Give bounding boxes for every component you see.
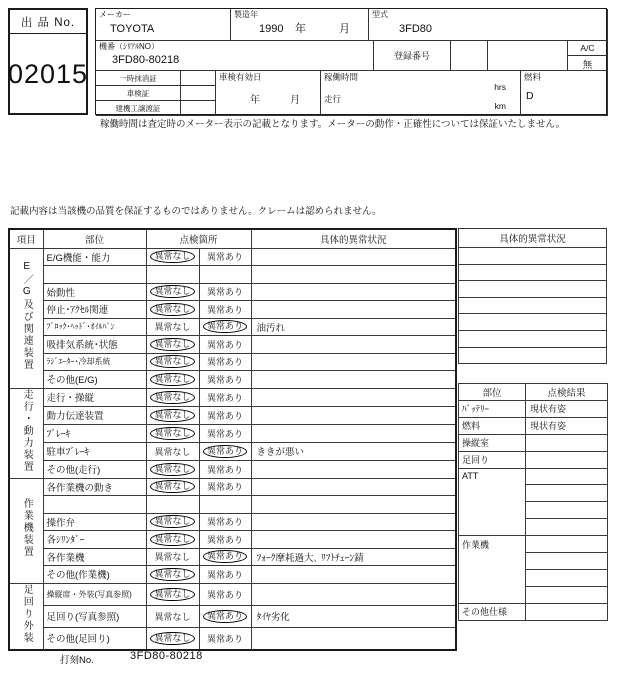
- status-ng-circled: 異常あり: [203, 610, 247, 623]
- doc-label-transfer-cert: 建機工譲渡証: [96, 101, 181, 116]
- inspection-row: [9, 478, 456, 496]
- status-ok-circled: 異常なし: [150, 338, 194, 351]
- inspection-row: [9, 583, 456, 605]
- group-label: 足回り外装: [21, 583, 33, 644]
- doc-row: [96, 101, 216, 116]
- check-ng-cell: [199, 496, 251, 514]
- right-detail-header: 具体的異常状況: [459, 229, 607, 248]
- blank-detail-cell: [459, 314, 607, 331]
- part-name: [43, 496, 146, 514]
- inspection-row: [9, 605, 456, 627]
- result-value: 現状有姿: [526, 401, 608, 418]
- check-ng-cell: [199, 283, 251, 301]
- serial-label: 機番（ｼﾘｱﾙNO）: [99, 42, 159, 51]
- inspection-result-table: [458, 383, 608, 621]
- status-ng: 異常あり: [207, 287, 244, 298]
- group-label-cell: [9, 248, 43, 388]
- part-name: E/G機能・能力: [43, 248, 146, 266]
- detail-text: ﾌｫｰｸ摩耗過大､ ﾘﾌﾄﾁｪｰﾝ錆: [251, 548, 456, 566]
- col-header-check: 点検箇所: [146, 229, 251, 248]
- part-name: その他(E/G): [43, 371, 146, 389]
- detail-text: [251, 371, 456, 389]
- check-ng-cell: [199, 248, 251, 266]
- blank-detail-row: [459, 314, 607, 331]
- detail-text: [251, 388, 456, 406]
- group-label-cell: [9, 478, 43, 583]
- right-result-wrap: [458, 383, 608, 621]
- status-ng: 異常あり: [207, 534, 244, 545]
- result-part: ATT: [459, 468, 526, 536]
- result-row: [459, 401, 608, 418]
- detail-text: [251, 583, 456, 605]
- fuel-label: 燃料: [524, 72, 542, 82]
- status-ok-circled: 異常なし: [150, 463, 194, 476]
- status-ok-circled: 異常なし: [150, 409, 194, 422]
- documents-cell: [96, 71, 216, 116]
- blank-detail-row: [459, 248, 607, 265]
- status-ok: 異常なし: [154, 322, 191, 333]
- detail-text: [251, 496, 456, 514]
- check-ng-cell: [199, 301, 251, 319]
- result-value: [526, 553, 608, 570]
- empty-cell-1: [451, 41, 488, 71]
- check-ok-cell: [146, 353, 199, 371]
- check-ok-cell: [146, 388, 199, 406]
- detail-text: [251, 531, 456, 549]
- result-value: [526, 485, 608, 502]
- shaken-month-unit: 月: [290, 95, 300, 106]
- hours-label: 稼働時間: [324, 72, 359, 82]
- detail-text: [251, 336, 456, 354]
- check-ng-cell: [199, 388, 251, 406]
- check-ng-cell: [199, 605, 251, 627]
- result-part: その他仕様: [459, 603, 526, 620]
- serial-cell: [96, 41, 374, 71]
- check-ng-cell: [199, 371, 251, 389]
- fuel-value: D: [526, 90, 534, 102]
- status-ok-circled: 異常なし: [150, 391, 194, 404]
- detail-text: [251, 460, 456, 478]
- mfg-year-cell: [231, 9, 369, 41]
- inspection-row: [9, 318, 456, 336]
- col-header-part: 部位: [43, 229, 146, 248]
- main-table-wrap: [8, 228, 457, 651]
- status-ng: 異常あり: [207, 589, 244, 600]
- check-ng-cell: [199, 548, 251, 566]
- status-ok-circled: 異常なし: [150, 533, 194, 546]
- part-name: 操作弁: [43, 513, 146, 531]
- status-ok-circled: 異常なし: [150, 427, 194, 440]
- status-ng: 異常あり: [207, 304, 244, 315]
- status-ok-circled: 異常なし: [150, 632, 194, 645]
- part-name: その他(作業機): [43, 566, 146, 584]
- part-name: 動力伝達装置: [43, 406, 146, 424]
- shaken-year-unit: 年: [250, 95, 260, 106]
- result-part: 燃料: [459, 417, 526, 434]
- part-name: 走行・操縦: [43, 388, 146, 406]
- blank-detail-row: [459, 281, 607, 298]
- result-part: 作業機: [459, 536, 526, 604]
- doc-row: [96, 71, 216, 86]
- check-ng-cell: [199, 627, 251, 649]
- status-ng: 異常あり: [207, 517, 244, 528]
- detail-text: [251, 627, 456, 649]
- detail-text: ききが悪い: [251, 442, 456, 460]
- group-label: E／G及び関連装置: [21, 260, 33, 371]
- check-ng-cell: [199, 478, 251, 496]
- main-table-header-row: [9, 229, 456, 248]
- inspection-row: [9, 531, 456, 549]
- right-detail-wrap: [458, 228, 607, 364]
- maker-value: TOYOTA: [110, 23, 155, 35]
- blank-detail-row: [459, 347, 607, 364]
- fuel-cell: [521, 71, 608, 116]
- status-ng: 異常あり: [207, 428, 244, 439]
- result-value: [526, 434, 608, 451]
- model-label: 型式: [372, 10, 388, 19]
- result-row: [459, 536, 608, 553]
- check-ng-cell: [199, 318, 251, 336]
- check-ng-cell: [199, 531, 251, 549]
- shaken-validity-cell: [216, 71, 321, 116]
- check-ok-cell: [146, 605, 199, 627]
- check-ok-cell: [146, 406, 199, 424]
- result-value: [526, 569, 608, 586]
- mfg-year-unit: 年: [295, 23, 306, 35]
- claim-disclaimer: 記載内容は当該機の品質を保証するものではありません。クレームは認められません。: [10, 206, 382, 217]
- main-inspection-table: [8, 228, 457, 651]
- detail-text: [251, 478, 456, 496]
- result-row: [459, 468, 608, 485]
- status-ok-circled: 異常なし: [150, 588, 194, 601]
- detail-text: [251, 266, 456, 284]
- blank-detail-cell: [459, 330, 607, 347]
- result-value: [526, 536, 608, 553]
- check-ok-cell: [146, 460, 199, 478]
- registration-label: 登録番号: [393, 51, 430, 61]
- inspection-row: [9, 460, 456, 478]
- status-ng: 異常あり: [207, 339, 244, 350]
- col-header-detail: 具体的異常状況: [251, 229, 456, 248]
- mfg-year-value: 1990: [259, 23, 284, 35]
- hours-unit: hrs: [494, 82, 506, 92]
- check-ng-cell: [199, 442, 251, 460]
- check-ok-cell: [146, 566, 199, 584]
- part-name: ﾌﾞﾚｰｷ: [43, 424, 146, 442]
- blank-detail-cell: [459, 297, 607, 314]
- status-ok-circled: 異常なし: [150, 568, 194, 581]
- result-row: [459, 451, 608, 468]
- inspection-row: [9, 496, 456, 514]
- status-ng: 異常あり: [207, 410, 244, 421]
- inspection-row: [9, 406, 456, 424]
- machine-info-table: [95, 8, 607, 115]
- part-name: ﾌﾞﾛｯｸ･ﾍｯﾄﾞ･ｵｲﾙﾊﾟﾝ: [43, 318, 146, 336]
- status-ok-circled: 異常なし: [150, 515, 194, 528]
- check-ok-cell: [146, 266, 199, 284]
- detail-text: [251, 513, 456, 531]
- check-ng-cell: [199, 583, 251, 605]
- check-ok-cell: [146, 248, 199, 266]
- check-ok-cell: [146, 442, 199, 460]
- status-ng: 異常あり: [207, 374, 244, 385]
- detail-text: [251, 406, 456, 424]
- check-ok-cell: [146, 478, 199, 496]
- part-name: 各作業機の動き: [43, 478, 146, 496]
- status-ng: 異常あり: [207, 633, 244, 644]
- blank-detail-cell: [459, 248, 607, 265]
- result-value: [526, 502, 608, 519]
- blank-detail-row: [459, 330, 607, 347]
- status-ok: 異常なし: [154, 446, 191, 457]
- registration-cell: [374, 41, 451, 71]
- group-label-cell: [9, 388, 43, 478]
- status-ng: 異常あり: [207, 357, 244, 368]
- part-name: 各ｼﾘﾝﾀﾞｰ: [43, 531, 146, 549]
- inspection-row: [9, 353, 456, 371]
- inspection-row: [9, 266, 456, 284]
- status-ok-circled: 異常なし: [150, 480, 194, 493]
- status-ng-circled: 異常あり: [203, 445, 247, 458]
- check-ok-cell: [146, 627, 199, 649]
- model-cell: [369, 9, 608, 41]
- inspection-row: [9, 388, 456, 406]
- part-name: その他(走行): [43, 460, 146, 478]
- abnormality-detail-table: [458, 228, 607, 364]
- inspection-row: [9, 371, 456, 389]
- doc-value-cell: [181, 71, 216, 85]
- detail-text: ﾀｲﾔ劣化: [251, 605, 456, 627]
- check-ok-cell: [146, 336, 199, 354]
- check-ok-cell: [146, 424, 199, 442]
- status-ok: 異常なし: [154, 611, 191, 622]
- result-value: [526, 586, 608, 603]
- status-ng-circled: 異常あり: [203, 550, 247, 563]
- detail-text: [251, 283, 456, 301]
- inspection-row: [9, 627, 456, 649]
- inspection-row: [9, 442, 456, 460]
- maker-cell: [96, 9, 231, 41]
- status-ok-circled: 異常なし: [150, 303, 194, 316]
- right-detail-header-row: [459, 229, 607, 248]
- inspection-row: [9, 513, 456, 531]
- maker-label: メーカー: [99, 10, 131, 19]
- check-ng-cell: [199, 566, 251, 584]
- check-ng-cell: [199, 424, 251, 442]
- status-ng: 異常あり: [207, 482, 244, 493]
- inspection-row: [9, 336, 456, 354]
- group-label: 走行・動力装置: [21, 388, 33, 473]
- result-part: 足回り: [459, 451, 526, 468]
- doc-value-cell: [181, 101, 216, 116]
- stamp-no-value: 3FD80-80218: [130, 650, 203, 662]
- mfg-year-label: 製造年: [234, 10, 258, 19]
- ac-value: 無: [582, 59, 593, 71]
- detail-text: 油汚れ: [251, 318, 456, 336]
- result-part: ﾊﾞｯﾃﾘｰ: [459, 401, 526, 418]
- doc-row: [96, 86, 216, 101]
- check-ok-cell: [146, 513, 199, 531]
- result-value: [526, 519, 608, 536]
- inspection-row: [9, 424, 456, 442]
- lot-number-label: 出 品 No.: [10, 10, 86, 34]
- result-value: [526, 603, 608, 620]
- group-label-cell: [9, 583, 43, 650]
- lot-number-box: [8, 8, 88, 115]
- status-ok: 異常なし: [154, 552, 191, 563]
- part-name: 操縦席・外装(写真参照): [43, 583, 146, 605]
- part-name: 始動性: [43, 283, 146, 301]
- check-ng-cell: [199, 406, 251, 424]
- inspection-row: [9, 301, 456, 319]
- result-row: [459, 417, 608, 434]
- blank-detail-cell: [459, 347, 607, 364]
- status-ng: 異常あり: [207, 392, 244, 403]
- blank-detail-cell: [459, 281, 607, 298]
- mfg-month-unit: 月: [339, 23, 350, 35]
- check-ng-cell: [199, 266, 251, 284]
- result-value: 現状有姿: [526, 417, 608, 434]
- part-name: ﾗｼﾞｴｰﾀｰ･冷却系統: [43, 353, 146, 371]
- part-name: 足回り(写真参照): [43, 605, 146, 627]
- result-col-part: 部位: [459, 384, 526, 401]
- status-ng: 異常あり: [207, 569, 244, 580]
- part-name: 各作業機: [43, 548, 146, 566]
- col-header-item: 項目: [9, 229, 43, 248]
- serial-value: 3FD80-80218: [112, 54, 180, 66]
- inspection-row: [9, 548, 456, 566]
- part-name: 停止･ｱｸｾﾙ関連: [43, 301, 146, 319]
- status-ok-circled: 異常なし: [150, 285, 194, 298]
- group-label: 作業機装置: [21, 498, 33, 558]
- status-ok-circled: 異常なし: [150, 373, 194, 386]
- status-ng-circled: 異常あり: [203, 320, 247, 333]
- shaken-validity-label: 車検有効日: [219, 72, 262, 82]
- part-name: [43, 266, 146, 284]
- part-name: その他(足回り): [43, 627, 146, 649]
- detail-text: [251, 353, 456, 371]
- check-ng-cell: [199, 336, 251, 354]
- check-ok-cell: [146, 531, 199, 549]
- lot-number: 02015: [7, 58, 89, 89]
- status-ng: 異常あり: [207, 252, 244, 263]
- doc-label-shaken-cert: 車検証: [96, 86, 181, 100]
- check-ok-cell: [146, 548, 199, 566]
- result-col-result: 点検結果: [526, 384, 608, 401]
- ac-cell: [568, 41, 608, 71]
- blank-detail-cell: [459, 264, 607, 281]
- detail-text: [251, 424, 456, 442]
- part-name: 吸排気系統･状態: [43, 336, 146, 354]
- check-ok-cell: [146, 318, 199, 336]
- check-ok-cell: [146, 301, 199, 319]
- empty-cell-2: [488, 41, 568, 71]
- check-ng-cell: [199, 353, 251, 371]
- status-ok-circled: 異常なし: [150, 355, 194, 368]
- hours-travel-cell: [321, 71, 521, 116]
- travel-unit: km: [494, 101, 506, 111]
- doc-label-temp-deregistration: 一時抹消証: [96, 71, 181, 85]
- inspection-row: [9, 283, 456, 301]
- result-value: [526, 468, 608, 485]
- inspection-row: [9, 248, 456, 266]
- check-ng-cell: [199, 460, 251, 478]
- travel-label: 走行: [324, 94, 342, 104]
- result-part: 操縦室: [459, 434, 526, 451]
- check-ok-cell: [146, 283, 199, 301]
- model-value: 3FD80: [399, 23, 433, 35]
- status-ok-circled: 異常なし: [150, 250, 194, 263]
- result-value: [526, 451, 608, 468]
- check-ok-cell: [146, 371, 199, 389]
- inspection-row: [9, 566, 456, 584]
- blank-detail-row: [459, 264, 607, 281]
- ac-label: A/C: [568, 41, 607, 56]
- result-header-row: [459, 384, 608, 401]
- result-row: [459, 434, 608, 451]
- blank-detail-row: [459, 297, 607, 314]
- detail-text: [251, 301, 456, 319]
- check-ok-cell: [146, 583, 199, 605]
- stamp-no-label: 打刻No.: [60, 655, 94, 666]
- detail-text: [251, 566, 456, 584]
- check-ng-cell: [199, 513, 251, 531]
- meter-disclaimer: 稼働時間は査定時のメーター表示の記載となります。メーターの動作・正確性については保証いたしません。: [100, 119, 566, 130]
- status-ng: 異常あり: [207, 464, 244, 475]
- check-ok-cell: [146, 496, 199, 514]
- part-name: 駐車ﾌﾞﾚｰｷ: [43, 442, 146, 460]
- result-row: [459, 603, 608, 620]
- detail-text: [251, 248, 456, 266]
- doc-value-cell: [181, 86, 216, 100]
